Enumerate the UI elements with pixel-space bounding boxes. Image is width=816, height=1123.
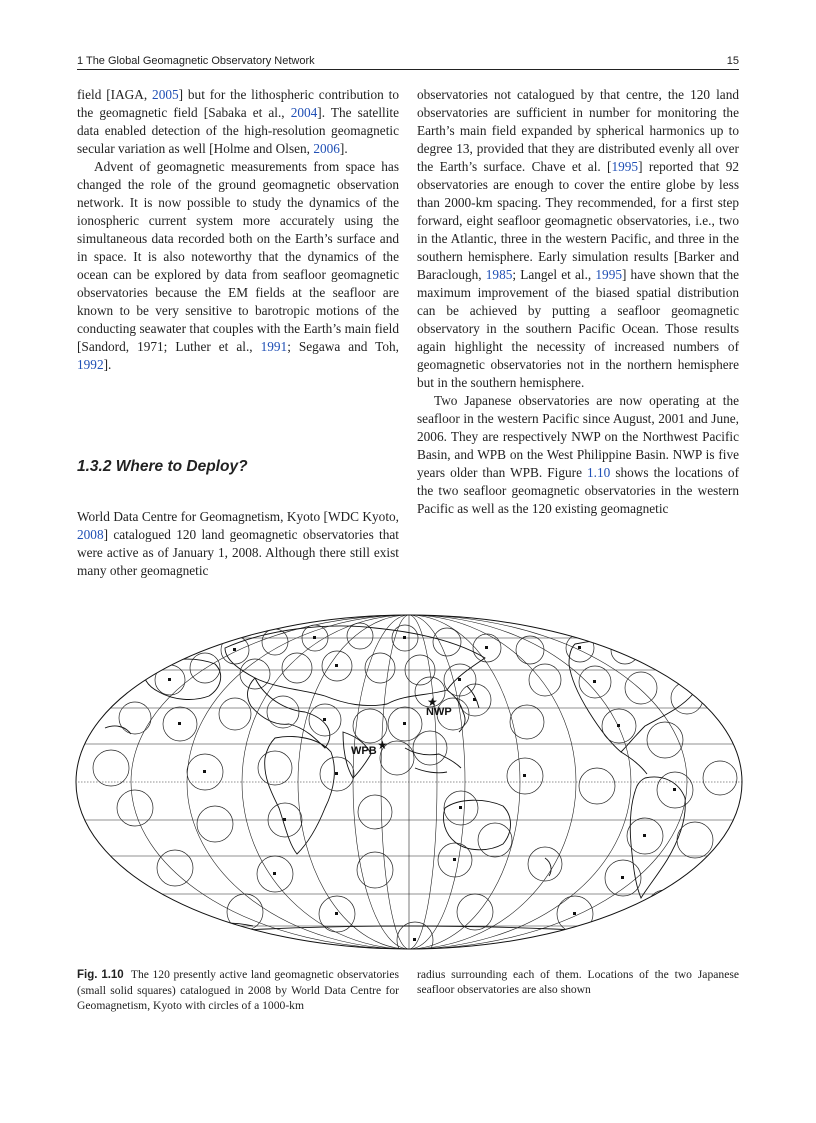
citation-link[interactable]: 2005 (152, 87, 179, 102)
paragraph: World Data Centre for Geomagnetism, Kyoto [WDC Kyoto, 2008] catalogued 120 land geomagnetic observatories that were active as of January 1, 2008. Although there still exist many other geomagnetic (77, 509, 399, 578)
mollweide-map (75, 608, 743, 956)
page-number: 15 (726, 55, 739, 67)
world-map-figure (75, 608, 743, 956)
figure-caption-right (417, 967, 739, 997)
nwp-marker (426, 695, 452, 718)
nwp-label: NWP (426, 706, 452, 718)
citation-link[interactable]: 1995 (595, 267, 622, 282)
citation-link[interactable]: 2004 (290, 105, 318, 120)
citation-link[interactable]: 1991 (260, 339, 288, 354)
caption-label: Fig. 1.10 (77, 969, 124, 981)
paragraph: Two Japanese observatories are now operating at the seafloor in the western Pacific since August, 2001 and June, 2006. They are respectively NWP on the Northwest Pacific Basin, and WPB on the West Philippine Basin. NWP is five years older than WPB. Figure 1.10 shows the locations of the two seafloor geomagnetic observatories in the western Pacific as well as the 120 existing geomagnetic (417, 393, 739, 516)
running-header (77, 53, 739, 69)
citation-link[interactable]: 1995 (611, 159, 639, 174)
paragraph: Advent of geomagnetic measurements from space has changed the role of the ground geomagnetic observation network. It is now possible to study the dynamics of the ionospheric current system more accurately using the simultaneous data recorded both on the Earth’s surface and in space. It is also noteworthy that the dynamics of the ocean can be explored by data from seafloor geomagnetic observatories because the EM fields at the seafloor are known to be very sensitive to barotropic motions of the conducting seawater that couples with the Earth’s main field [Sandord, 1971; Luther et al., 1991; Segawa and Toh, 1992]. (77, 159, 399, 372)
header-rule (77, 69, 739, 70)
svg-text:★: ★ (427, 695, 438, 709)
wpb-label: WPB (351, 745, 377, 757)
svg-text:★: ★ (377, 738, 388, 752)
caption-text: The 120 presently active land geomagnetic observatories (small solid squares) catalogued in 2008 by World Data Centre for Geomagnetism, Kyoto with circles of a 1000-km (77, 968, 399, 1012)
figure-link[interactable]: 1.10 (587, 465, 611, 480)
wpb-marker (351, 738, 388, 757)
citation-link[interactable]: 2006 (313, 141, 340, 156)
caption-text: radius surrounding each of them. Locations of the two Japanese seafloor observatories are also shown (417, 968, 739, 996)
left-column (77, 86, 399, 374)
section-heading: 1.3.2 Where to Deploy? (77, 458, 248, 475)
section-body (77, 508, 399, 580)
paragraph: observatories not catalogued by that centre, the 120 land observatories are sufficient in number for monitoring the Earth’s main field expanded by spherical harmonics up to degree 13, provided that they are distributed evenly all over the Earth’s surface. Chave et al. [1995] reported that 92 observatories are enough to cover the entire globe by less than 2000-km spacing. They recommended, for a first step forward, eight seafloor geomagnetic observatories, i.e., two in the Atlantic, three in the western Pacific, and three in the southern hemisphere. Early simulation results [Barker and Baraclough, 1985; Langel et al., 1995] have shown that the maximum improvement of the biased spatial distribution can be achieved by putting a seafloor geomagnetic observatory in the southern Pacific Ocean. Those results again highlight the necessity of increased numbers of geomagnetic observatories not in the northern hemisphere but in the southern hemisphere. (417, 87, 739, 390)
paragraph: field [IAGA, 2005] but for the lithospheric contribution to the geomagnetic field [Sabaka et al., 2004]. The satellite data enabled detection of the high-resolution geomagnetic secular variation as well [Holme and Olsen, 2006]. (77, 87, 399, 156)
citation-link[interactable]: 1985 (485, 267, 513, 282)
right-column (417, 86, 739, 518)
chapter-title: 1 The Global Geomagnetic Observatory Network (77, 55, 315, 67)
citation-link[interactable]: 2008 (77, 527, 104, 542)
figure-caption-left (77, 967, 399, 1013)
citation-link[interactable]: 1992 (77, 357, 104, 372)
